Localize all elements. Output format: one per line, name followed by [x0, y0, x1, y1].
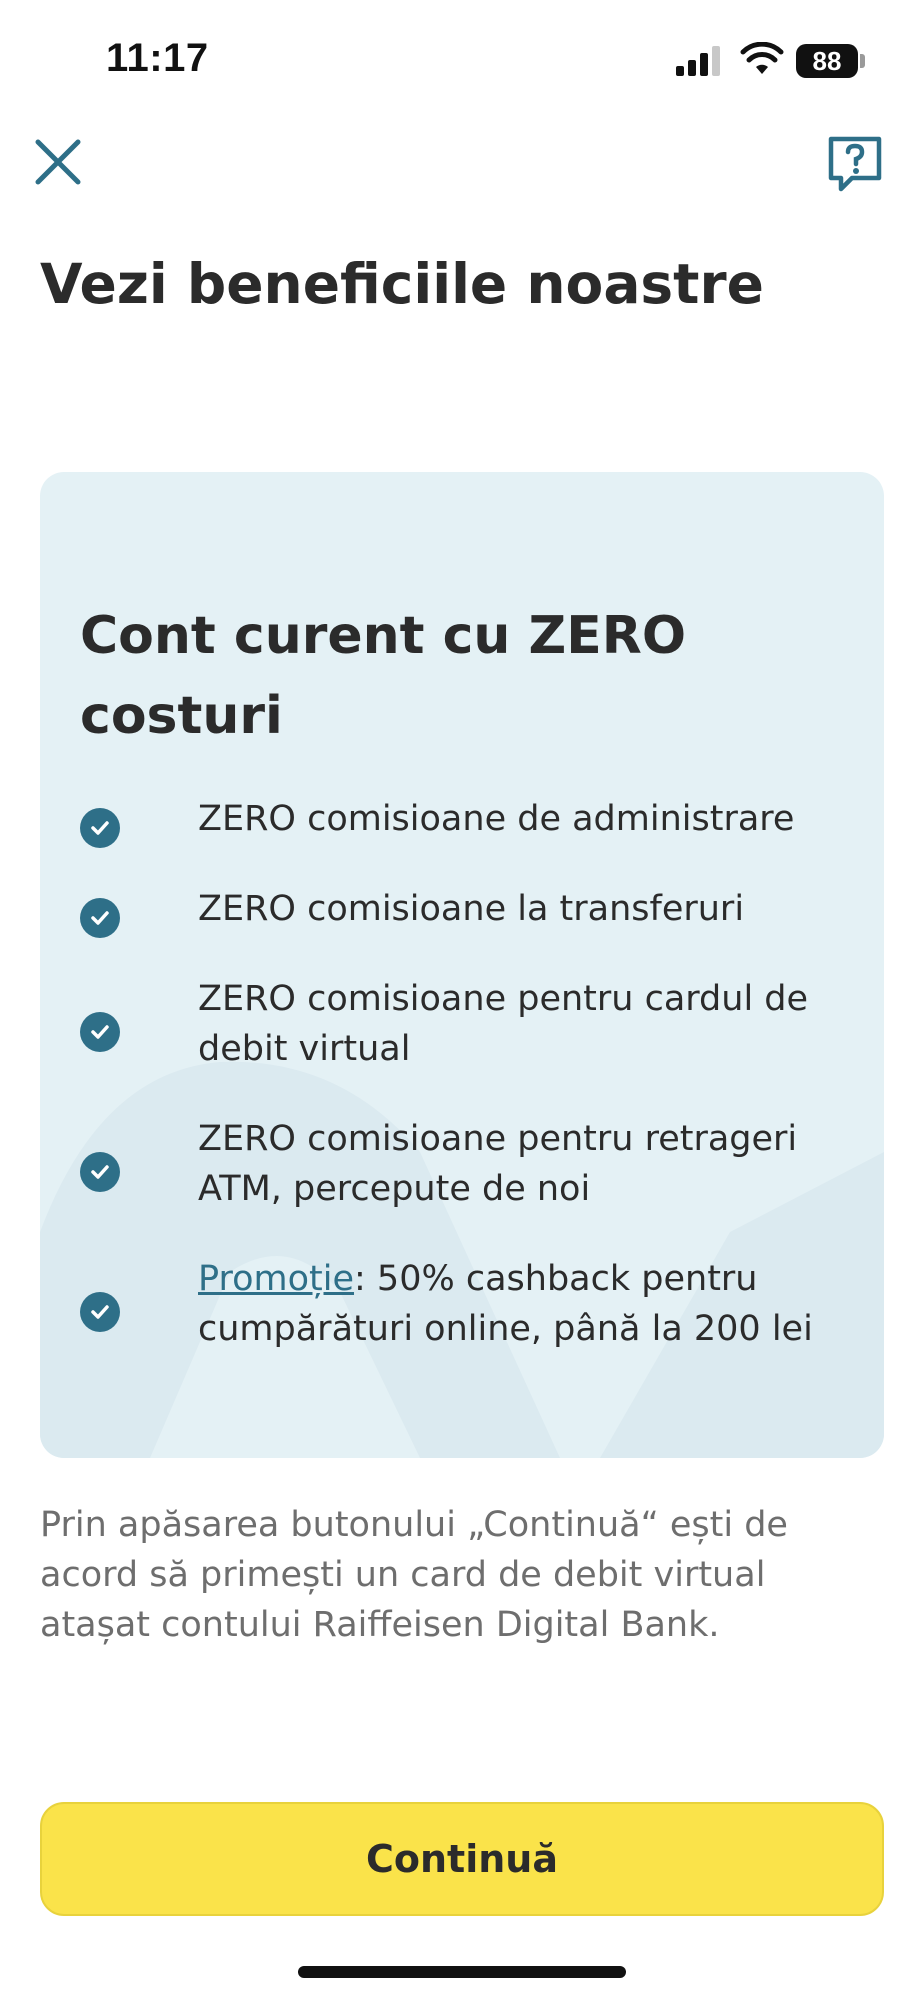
benefit-text: ZERO comisioane pentru retrageri ATM, percepute de noi: [198, 1119, 798, 1209]
status-time: 11:17: [106, 36, 209, 80]
benefit-text: ZERO comisioane de administrare: [198, 799, 795, 839]
status-bar: [0, 0, 924, 120]
benefit-text: ZERO comisioane la transferuri: [198, 889, 745, 929]
battery-level: 88: [812, 45, 842, 76]
benefit-text-promo: [198, 1254, 878, 1354]
signal-icon: [674, 44, 722, 76]
continue-label: Continuă: [366, 1837, 558, 1881]
home-indicator[interactable]: [298, 1966, 626, 1978]
promo-text: : 50% cashback pentru cumpărături online, până la 200 lei: [198, 1259, 813, 1349]
check-icon: [80, 1292, 120, 1332]
disclaimer-text: Prin apăsarea butonului „Continuă“ ești de acord să primești un card de debit virtual atașat contului Raiffeisen Digital Bank.: [40, 1505, 788, 1645]
check-icon: [80, 1012, 120, 1052]
benefit-text: ZERO comisioane pentru cardul de debit virtual: [198, 979, 809, 1069]
continue-button[interactable]: [40, 1802, 884, 1916]
promo-link[interactable]: Promoție: [198, 1259, 355, 1299]
card-title: Cont curent cu ZERO costuri: [80, 606, 687, 746]
battery-icon: [796, 44, 858, 78]
close-icon[interactable]: [30, 134, 86, 190]
check-icon: [80, 808, 120, 848]
check-icon: [80, 1152, 120, 1192]
help-chat-icon[interactable]: [826, 134, 884, 194]
battery-cap: [860, 54, 865, 68]
wifi-icon: [740, 42, 784, 76]
check-icon: [80, 898, 120, 938]
page-title: Vezi beneficiile noastre: [40, 252, 764, 316]
benefits-card: [40, 472, 884, 1458]
